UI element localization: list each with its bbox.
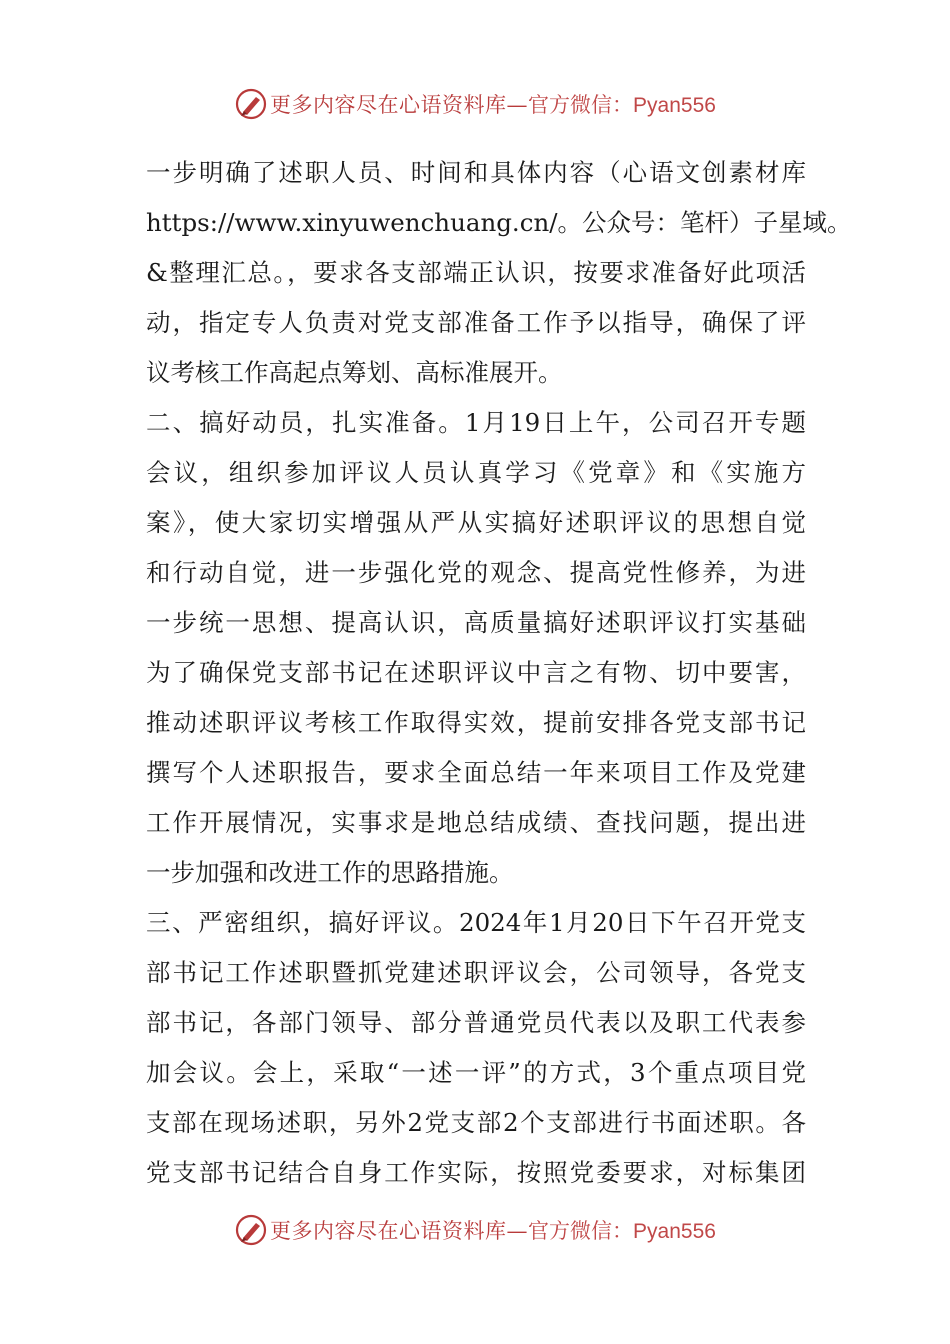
body-line: 会议，组织参加评议人员认真学习《党章》和《实施方 [146,458,806,487]
header-banner [0,84,950,124]
body-line: 案》，使大家切实增强从严从实搞好述职评议的思想自觉 [146,508,806,537]
footer-promo-text: 更多内容尽在心语资料库— [270,1219,529,1243]
body-line: 党支部书记结合自身工作实际，按照党委要求，对标集团 [146,1158,806,1187]
body-line: 工作开展情况，实事求是地总结成绩、查找问题，提出进 [146,808,806,837]
body-line: 撰写个人述职报告，要求全面总结一年来项目工作及党建 [146,758,806,787]
header-promo-text: 更多内容尽在心语资料库— [270,93,529,117]
body-line: 议考核工作高起点筹划、高标准展开。 [146,358,563,387]
pen-logo-icon [234,1213,268,1247]
header-wechat-text: 官方微信：Pyan556 [528,94,716,117]
body-line: 部书记，各部门领导、部分普通党员代表以及职工代表参 [146,1008,806,1037]
body-line: 为了确保党支部书记在述职评议中言之有物、切中要害， [146,658,806,687]
body-line: 支部在现场述职，另外2党支部2个支部进行书面述职。各 [146,1108,806,1137]
body-line: 动，指定专人负责对党支部准备工作予以指导，确保了评 [146,308,806,337]
footer-wechat-text: 官方微信：Pyan556 [528,1220,716,1243]
body-line: 和行动自觉，进一步强化党的观念、提高党性修养，为进 [146,558,806,587]
footer-banner [0,1210,950,1250]
body-line: 加会议。会上，采取“一述一评”的方式，3个重点项目党 [146,1058,806,1087]
body-line: 一步统一思想、提高认识，高质量搞好述职评议打实基础 [146,608,806,637]
body-line: 部书记工作述职暨抓党建述职评议会，公司领导，各党支 [146,958,806,987]
body-line: https://www.xinyuwenchuang.cn/。公众号：笔杆）子星域。 [146,208,852,237]
body-line: &整理汇总。，要求各支部端正认识，按要求准备好此项活 [146,258,806,287]
body-line: 三、严密组织，搞好评议。2024年1月20日下午召开党支 [146,908,806,937]
body-line: 一步加强和改进工作的思路措施。 [146,858,514,887]
body-line: 一步明确了述职人员、时间和具体内容（心语文创素材库 [146,158,806,187]
document-body [146,148,852,1198]
pen-logo-icon [234,87,268,121]
body-line: 二、搞好动员，扎实准备。1月19日上午，公司召开专题 [146,408,806,437]
body-line: 推动述职评议考核工作取得实效，提前安排各党支部书记 [146,708,806,737]
